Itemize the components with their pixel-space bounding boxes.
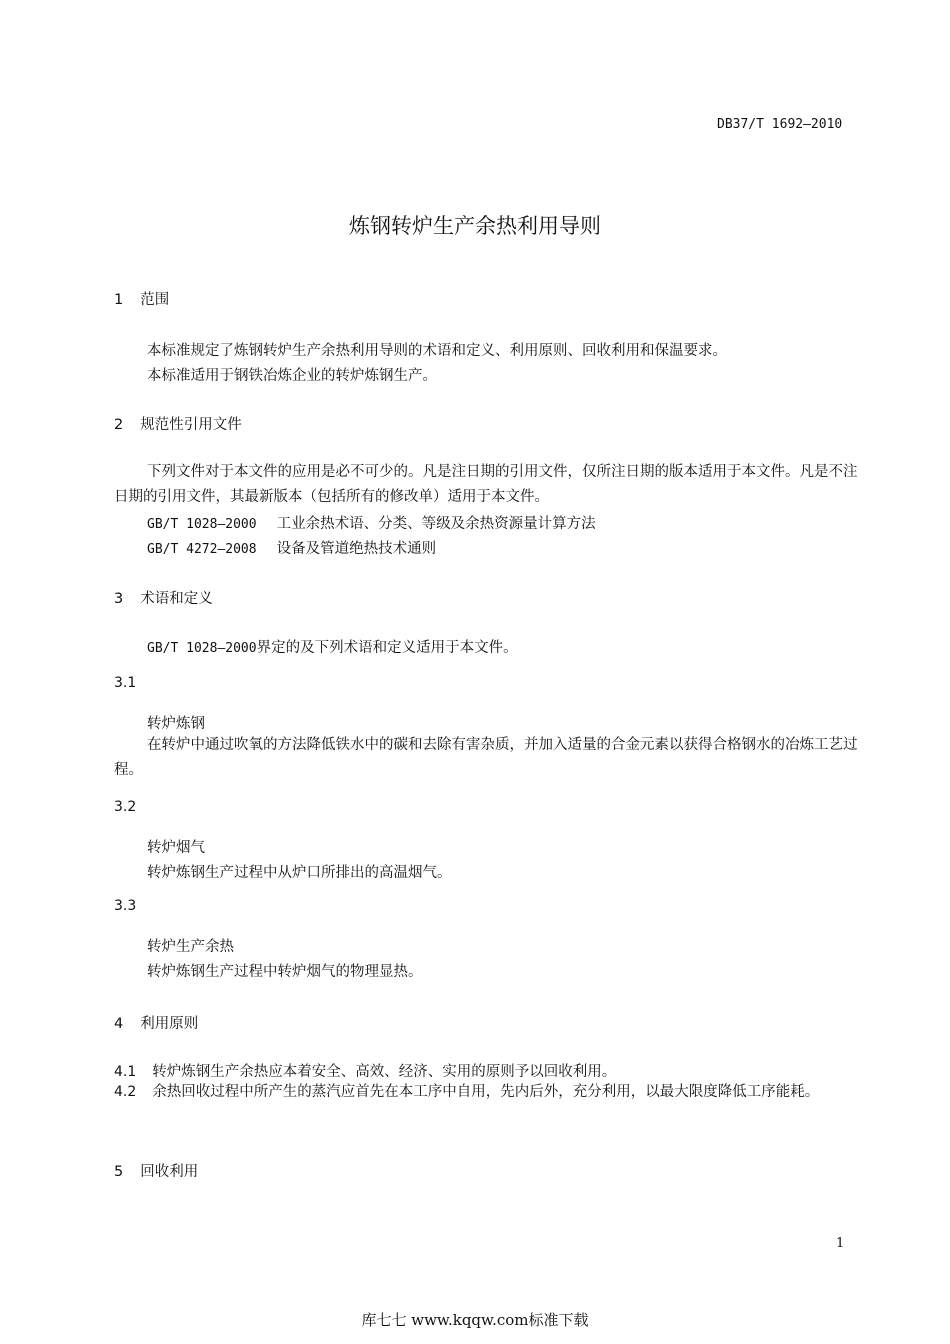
section-2-heading [114,413,242,434]
section-1-paragraph-1: 本标准规定了炼钢转炉生产余热利用导则的术语和定义、利用原则、回收利用和保温要求。 [147,343,727,359]
reference-code: GB/T 4272—2008 [147,542,257,557]
section-3-intro [147,636,518,657]
section-4-heading [114,1012,198,1033]
term-number: 3.2 [114,799,137,815]
principle-number: 4.1 [114,1064,137,1080]
section-title: 范围 [140,292,170,308]
intro-text: 界定的及下列术语和定义适用于本文件。 [256,640,518,656]
section-number: 2 [114,417,124,433]
footer-source: 库七七 www.kqqw.com标准下载 [361,1311,589,1329]
section-title: 术语和定义 [140,591,213,607]
principle-number: 4.2 [114,1084,137,1100]
section-3-heading [114,587,213,608]
document-code: DB37/T 1692—2010 [717,117,843,132]
term-definition: 转炉炼钢生产过程中转炉烟气的物理显热。 [147,964,423,980]
term-name: 转炉炼钢 [147,716,205,732]
page-number: 1 [836,1236,845,1251]
term-number: 3.3 [114,898,137,914]
reference-title: 设备及管道绝热技术通则 [276,541,437,557]
principle-item [114,1060,616,1081]
section-number: 1 [114,292,124,308]
term-number: 3.1 [114,675,137,691]
term-name: 转炉烟气 [147,840,205,856]
section-1-heading [114,288,169,309]
principle-text: 余热回收过程中所产生的蒸汽应首先在本工序中自用，先内后外，充分利用，以最大限度降低工序能耗。 [152,1084,820,1100]
term-name: 转炉生产余热 [147,939,234,955]
term-definition: 转炉炼钢生产过程中从炉口所排出的高温烟气。 [147,865,452,881]
section-1-paragraph-2: 本标准适用于钢铁冶炼企业的转炉炼钢生产。 [147,368,437,384]
section-number: 3 [114,591,124,607]
term-definition: 在转炉中通过吹氧的方法降低铁水中的碳和去除有害杂质，并加入适量的合金元素以获得合格钢水的冶炼工艺过程。 [114,737,858,778]
principle-item [114,1080,861,1105]
section-number: 5 [114,1164,124,1180]
section-title: 利用原则 [140,1016,199,1032]
section-5-heading [114,1160,198,1181]
section-2-paragraph: 下列文件对于本文件的应用是必不可少的。凡是注日期的引用文件，仅所注日期的版本适用于本文件。凡是不注日期的引用文件，其最新版本（包括所有的修改单）适用于本文件。 [114,464,858,505]
reference-code: GB/T 1028—2000 [147,517,257,532]
intro-code: GB/T 1028—2000 [147,641,257,656]
document-title: 炼钢转炉生产余热利用导则 [349,214,601,238]
principle-text: 转炉炼钢生产余热应本着安全、高效、经济、实用的原则予以回收利用。 [152,1064,617,1080]
section-title: 规范性引用文件 [140,417,242,433]
reference-item [147,537,436,558]
reference-title: 工业余热术语、分类、等级及余热资源量计算方法 [276,516,596,532]
reference-item [147,512,596,533]
section-title: 回收利用 [140,1164,199,1180]
section-number: 4 [114,1016,124,1032]
